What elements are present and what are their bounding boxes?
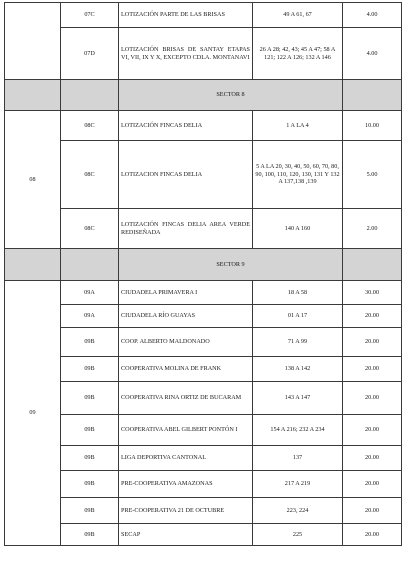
lot-code: 08C — [61, 111, 119, 141]
sector-header-blank — [5, 80, 61, 111]
lot-range: 18 A 58 — [253, 281, 343, 305]
lot-name: COOPERATIVA RINA ORTIZ DE BUCARAM — [119, 382, 253, 415]
lot-range: 138 A 142 — [253, 357, 343, 382]
lot-area: 20.00 — [343, 415, 402, 446]
lot-range: 49 A 61, 67 — [253, 3, 343, 28]
table-row — [5, 471, 402, 498]
table-row — [5, 111, 402, 141]
lot-range: 143 A 147 — [253, 382, 343, 415]
lot-code: 09B — [61, 357, 119, 382]
lot-code: 09B — [61, 382, 119, 415]
sector-number: 09 — [5, 281, 61, 546]
lot-name: COOPERATIVA ABEL GILBERT PONTÓN I — [119, 415, 253, 446]
lot-area: 20.00 — [343, 471, 402, 498]
table-row — [5, 281, 402, 305]
table-row — [5, 524, 402, 546]
lot-area: 20.00 — [343, 357, 402, 382]
lot-name: LOTIZACIÓN BRISAS DE SANTAY ETAPAS VI, VII, IX Y X, EXCEPTO CDLA. MONTANAVI — [119, 28, 253, 80]
lot-range: 225 — [253, 524, 343, 546]
lot-range: 01 A 17 — [253, 305, 343, 328]
lot-range: 5 A LA 20, 30, 40, 50, 60, 70, 80, 90, 100, 110, 120, 130, 131 Y 132 A 137,138 ,139 — [253, 141, 343, 209]
lot-code: 09B — [61, 471, 119, 498]
sector-title: SECTOR 8 — [119, 80, 343, 111]
lot-code: 09B — [61, 328, 119, 357]
lot-area: 20.00 — [343, 498, 402, 524]
lot-name: LOTIZACIÓN FINCAS DELIA AREA VERDE REDISEÑADA — [119, 209, 253, 249]
lot-area: 10.00 — [343, 111, 402, 141]
lot-range: 137 — [253, 446, 343, 471]
lot-code: 07D — [61, 28, 119, 80]
lot-range: 154 A 216; 232 A 234 — [253, 415, 343, 446]
lot-area: 4.00 — [343, 28, 402, 80]
lot-range: 1 A LA 4 — [253, 111, 343, 141]
lot-code: 09B — [61, 415, 119, 446]
sector-number — [5, 3, 61, 80]
lot-code: 08C — [61, 141, 119, 209]
sector-number: 08 — [5, 111, 61, 249]
table-row — [5, 328, 402, 357]
lot-range: 71 A 99 — [253, 328, 343, 357]
lot-area: 5.00 — [343, 141, 402, 209]
sector-header-blank — [61, 249, 119, 281]
sector-header-blank — [343, 249, 402, 281]
table-row — [5, 3, 402, 28]
lot-name: LIGA DEPORTIVA CANTONAL — [119, 446, 253, 471]
table-row — [5, 141, 402, 209]
lot-name: CIUDADELA PRIMAVERA I — [119, 281, 253, 305]
lot-area: 20.00 — [343, 382, 402, 415]
sector-header-row — [5, 80, 402, 111]
lot-name: LOTIZACIÓN FINCAS DELIA — [119, 111, 253, 141]
lot-name: LOTIZACIÓN PARTE DE LAS BRISAS — [119, 3, 253, 28]
lot-code: 09B — [61, 446, 119, 471]
table-row — [5, 446, 402, 471]
lot-area: 20.00 — [343, 328, 402, 357]
sector-header-blank — [343, 80, 402, 111]
table-row — [5, 305, 402, 328]
lot-code: 09B — [61, 498, 119, 524]
lot-name: PRE-COOPERATIVA 21 DE OCTUBRE — [119, 498, 253, 524]
sector-header-row — [5, 249, 402, 281]
lot-name: COOPERATIVA MOLINA DE FRANK — [119, 357, 253, 382]
lot-area: 4.00 — [343, 3, 402, 28]
table-row — [5, 382, 402, 415]
table-row — [5, 498, 402, 524]
lot-code: 09A — [61, 305, 119, 328]
lot-code: 09A — [61, 281, 119, 305]
lot-code: 09B — [61, 524, 119, 546]
lot-code: 07C — [61, 3, 119, 28]
lot-name: SECAP — [119, 524, 253, 546]
sector-header-blank — [5, 249, 61, 281]
lot-area: 20.00 — [343, 446, 402, 471]
sector-lot-table — [4, 2, 402, 546]
lot-name: CIUDADELA RÍO GUAYAS — [119, 305, 253, 328]
table-row — [5, 28, 402, 80]
sector-header-blank — [61, 80, 119, 111]
lot-range: 217 A 219 — [253, 471, 343, 498]
lot-code: 08C — [61, 209, 119, 249]
lot-area: 20.00 — [343, 524, 402, 546]
sector-title: SECTOR 9 — [119, 249, 343, 281]
lot-name: PRE-COOPERATIVA AMAZONAS — [119, 471, 253, 498]
lot-area: 30.00 — [343, 281, 402, 305]
table-row — [5, 209, 402, 249]
table-row — [5, 357, 402, 382]
lot-area: 2.00 — [343, 209, 402, 249]
lot-range: 140 A 160 — [253, 209, 343, 249]
lot-range: 223, 224 — [253, 498, 343, 524]
lot-area: 20.00 — [343, 305, 402, 328]
lot-range: 26 A 28; 42, 43; 45 A 47; 58 A 121; 122 A 126; 132 A 146 — [253, 28, 343, 80]
lot-name: COOP. ALBERTO MALDONADO — [119, 328, 253, 357]
table-row — [5, 415, 402, 446]
lot-name: LOTIZACION FINCAS DELIA — [119, 141, 253, 209]
